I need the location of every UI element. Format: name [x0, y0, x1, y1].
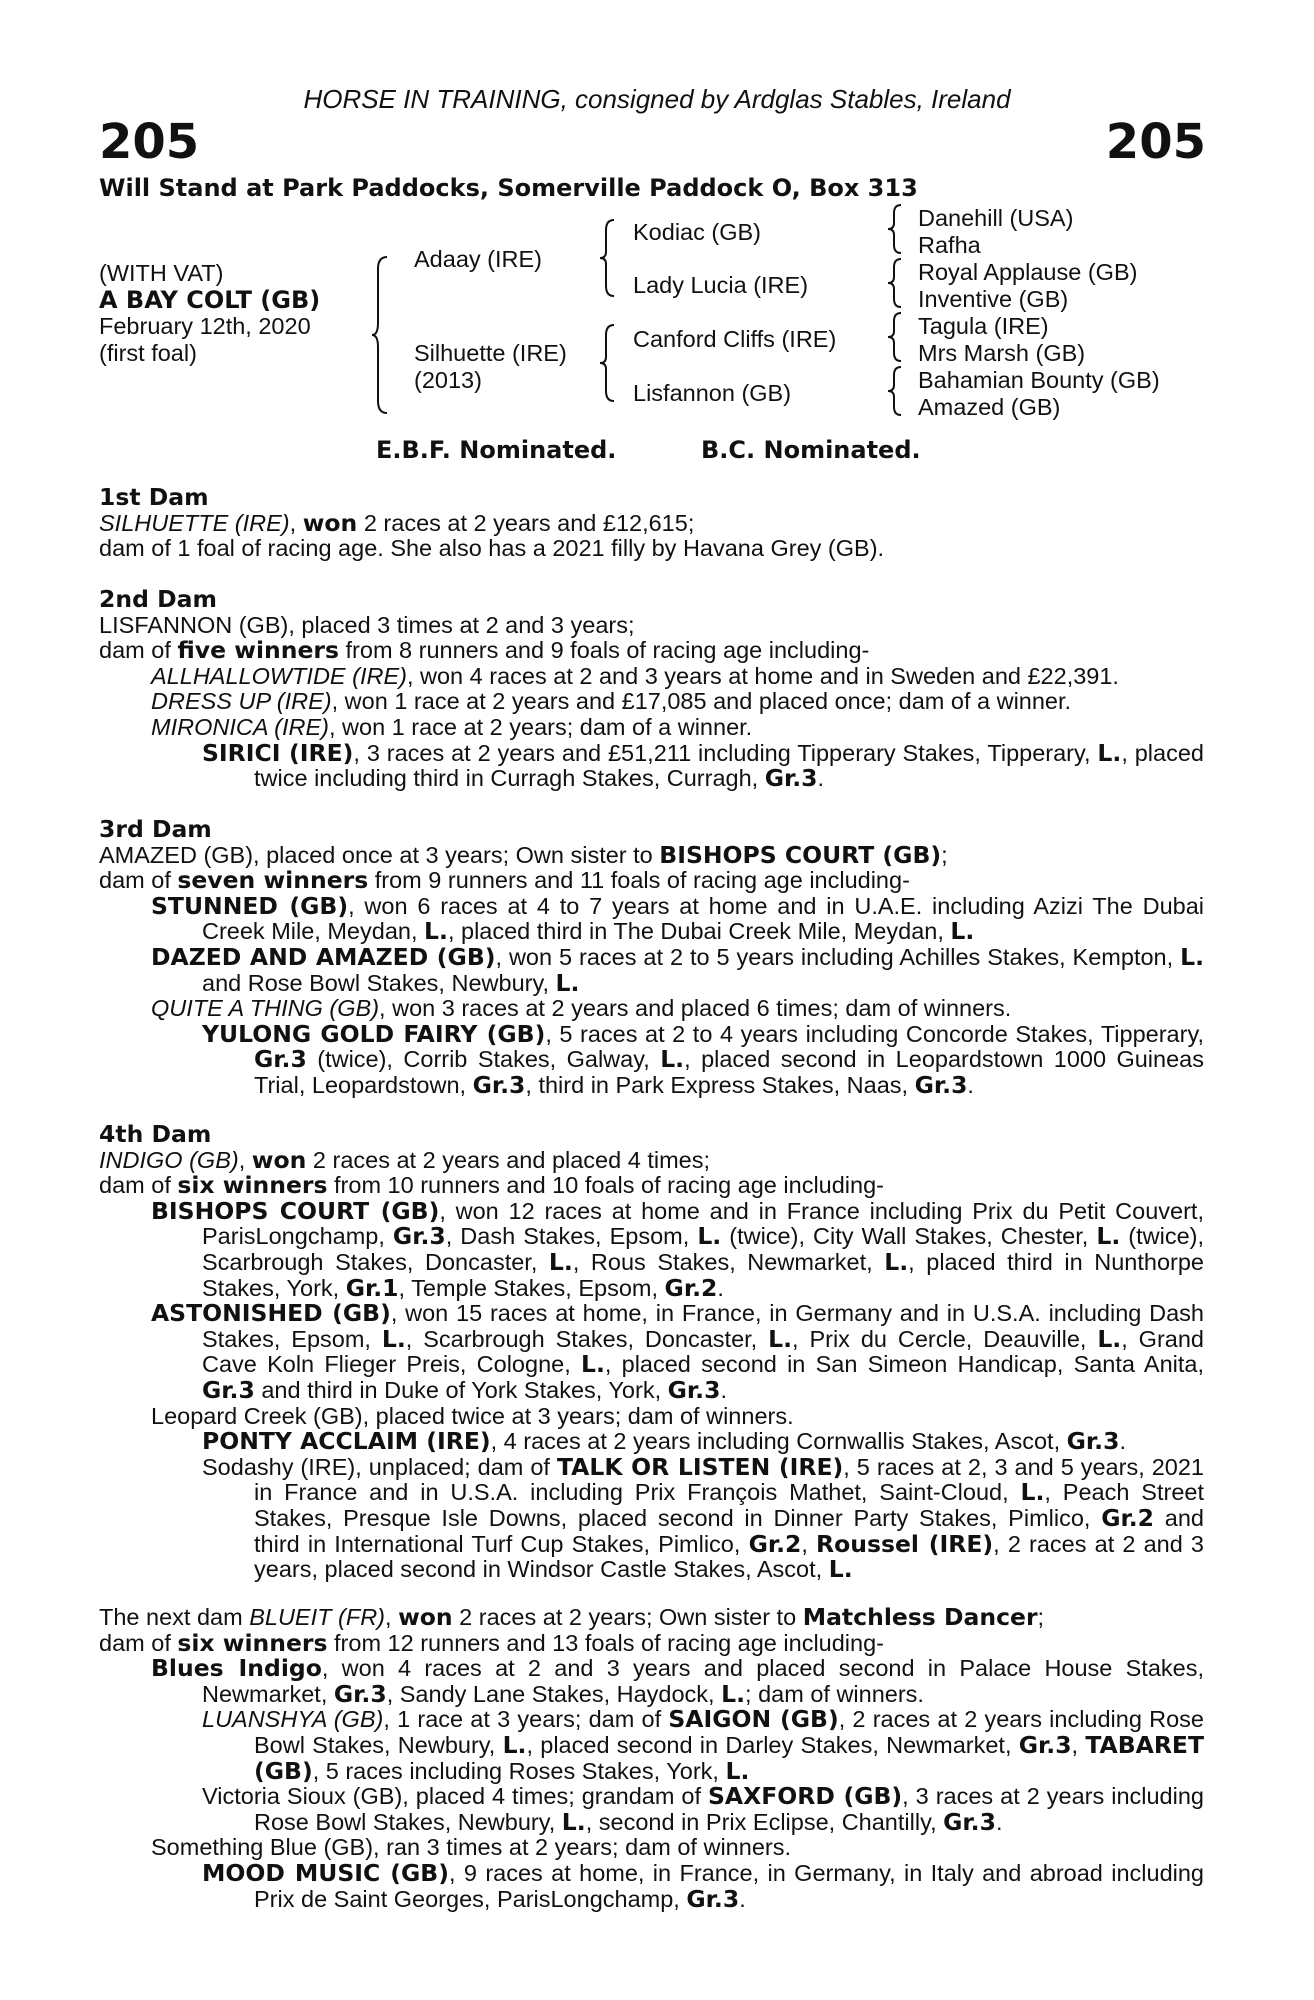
first-dam-section	[99, 485, 1204, 562]
g-sss: Danehill (USA)	[918, 205, 1074, 231]
third-dam-heading: 3rd Dam	[99, 815, 212, 843]
fourth-dam-section	[99, 1122, 1204, 1583]
sire-name: Adaay (IRE)	[414, 246, 542, 272]
third-dam-section	[99, 817, 1204, 1099]
g-dds: Bahamian Bounty (GB)	[918, 367, 1160, 393]
next-dam-section	[99, 1605, 1204, 1912]
progeny-entry: MIRONICA (IRE), won 1 race at 2 years; dam of a winner.	[151, 713, 753, 740]
progeny-entry: Something Blue (GB), ran 3 times at 2 years; dam of winners.	[151, 1834, 791, 1861]
bracket-main	[370, 255, 390, 415]
bracket-dam	[598, 323, 618, 403]
g-dsd: Mrs Marsh (GB)	[918, 340, 1086, 366]
first-dam-heading: 1st Dam	[99, 483, 209, 511]
progeny-entry: Victoria Sioux (GB), placed 4 times; grandam of SAXFORD (GB), 3 races at 2 years including Rose Bowl Stakes, Newbury, L., second in Prix Eclipse, Chantilly, Gr.3.	[202, 1782, 1204, 1836]
dam-name: Silhuette (IRE)	[414, 340, 567, 366]
bc-nomination: B.C. Nominated.	[701, 436, 921, 464]
horse-name: A BAY COLT (GB)	[99, 286, 321, 314]
dam-line: dam of six winners from 12 runners and 13 foals of racing age including-	[99, 1628, 884, 1657]
bracket-sire	[598, 218, 618, 298]
g-sdd: Inventive (GB)	[918, 286, 1069, 312]
dam-dam: Lisfannon (GB)	[633, 380, 792, 406]
sire-dam: Lady Lucia (IRE)	[633, 272, 809, 298]
dam-line: SILHUETTE (IRE), won 2 races at 2 years and £12,615;	[99, 508, 695, 537]
progeny-entry: Blues Indigo, won 4 races at 2 and 3 years and placed second in Palace House Stakes, Newmarket, Gr.3, Sandy Lane Stakes, Haydock, L.; dam of winners.	[151, 1654, 1205, 1708]
progeny-entry: Sodashy (IRE), unplaced; dam of TALK OR LISTEN (IRE), 5 races at 2, 3 and 5 years, 2021 in France and in U.S.A. including Prix François Mathet, Saint-Cloud, L., Peach Street Stakes, Presque Isle Downs, placed second in Dinner Party Stakes, Pimlico, Gr.2 and third in International Turf Cup Stakes, Pimlico, Gr.2, Roussel (IRE), 2 races at 2 and 3 years, placed second in Windsor Castle Stakes, Ascot, L.	[202, 1452, 1205, 1584]
bracket-ss	[886, 203, 906, 255]
stand-location: Will Stand at Park Paddocks, Somerville Paddock O, Box 313	[99, 174, 918, 202]
g-ssd: Rafha	[918, 232, 981, 258]
progeny-entry: BISHOPS COURT (GB), won 12 races at home and in France including Prix du Petit Couvert, ParisLongchamp, Gr.3, Dash Stakes, Epsom, L. (twice), City Wall Stakes, Chester, L. (twice), Scarbrough Stakes, Doncaster, L., Rous Stakes, Newmarket, L., placed third in Nunthorpe Stakes, York, Gr.1, Temple Stakes, Epsom, Gr.2.	[151, 1196, 1205, 1302]
vat-note: (WITH VAT)	[99, 260, 224, 286]
progeny-entry: Leopard Creek (GB), placed twice at 3 years; dam of winners.	[151, 1402, 794, 1429]
dam-line: LISFANNON (GB), placed 3 times at 2 and 3 years;	[99, 611, 635, 638]
second-dam-heading: 2nd Dam	[99, 585, 217, 613]
g-sds: Royal Applause (GB)	[918, 259, 1138, 285]
progeny-entry: QUITE A THING (GB), won 3 races at 2 years and placed 6 times; dam of winners.	[151, 995, 1012, 1022]
dam-line: INDIGO (GB), won 2 races at 2 years and placed 4 times;	[99, 1145, 710, 1174]
progeny-entry: SIRICI (IRE), 3 races at 2 years and £51,211 including Tipperary Stakes, Tipperary, L., placed twice including third in Curragh Stakes, Curragh, Gr.3.	[202, 738, 1204, 793]
foal-note: (first foal)	[99, 340, 197, 366]
dam-line: dam of six winners from 10 runners and 10 foals of racing age including-	[99, 1171, 884, 1200]
bracket-ds	[886, 311, 906, 363]
progeny-entry: ASTONISHED (GB), won 15 races at home, in France, in Germany and in U.S.A. including Dash Stakes, Epsom, L., Scarbrough Stakes, Doncaster, L., Prix du Cercle, Deauville, L., Grand Cave Koln Flieger Preis, Cologne, L., placed second in San Simeon Handicap, Santa Anita, Gr.3 and third in Duke of York Stakes, York, Gr.3.	[151, 1299, 1204, 1404]
foaling-date: February 12th, 2020	[99, 313, 311, 339]
dam-line: dam of five winners from 8 runners and 9 foals of racing age including-	[99, 636, 870, 665]
dam-line: AMAZED (GB), placed once at 3 years; Own sister to BISHOPS COURT (GB);	[99, 840, 948, 869]
bracket-sd	[886, 257, 906, 309]
page-header: HORSE IN TRAINING, consigned by Ardglas Stables, Ireland	[303, 84, 1011, 114]
progeny-entry: LUANSHYA (GB), 1 race at 3 years; dam of SAIGON (GB), 2 races at 2 years including Rose Bowl Stakes, Newbury, L., placed second in Darley Stakes, Newmarket, Gr.3, TABARET (GB), 5 races including Roses Stakes, York, L.	[202, 1705, 1204, 1785]
bracket-dd	[886, 365, 906, 417]
progeny-entry: MOOD MUSIC (GB), 9 races at home, in France, in Germany, in Italy and abroad including Prix de Saint Georges, ParisLongchamp, Gr.3.	[202, 1858, 1204, 1913]
progeny-entry: YULONG GOLD FAIRY (GB), 5 races at 2 to 4 years including Concorde Stakes, Tipperary, Gr.3 (twice), Corrib Stakes, Galway, L., placed second in Leopardstown 1000 Guineas Trial, Leopardstown, Gr.3, third in Park Express Stakes, Naas, Gr.3.	[202, 1019, 1204, 1099]
lot-number-left: 205	[99, 114, 200, 170]
dam-line: dam of seven winners from 9 runners and 11 foals of racing age including-	[99, 866, 910, 895]
progeny-entry: STUNNED (GB), won 6 races at 4 to 7 years at home and in U.A.E. including Azizi The Dubai Creek Mile, Meydan, L., placed third in The Dubai Creek Mile, Meydan, L.	[151, 891, 1205, 946]
sire-sire: Kodiac (GB)	[633, 219, 761, 245]
dam-year: (2013)	[414, 367, 482, 393]
fourth-dam-heading: 4th Dam	[99, 1120, 212, 1148]
g-ddd: Amazed (GB)	[918, 394, 1061, 420]
progeny-entry: PONTY ACCLAIM (IRE), 4 races at 2 years including Cornwallis Stakes, Ascot, Gr.3.	[202, 1427, 1126, 1456]
dam-line: dam of 1 foal of racing age. She also has a 2021 filly by Havana Grey (GB).	[99, 535, 885, 562]
dam-sire: Canford Cliffs (IRE)	[633, 326, 837, 352]
progeny-entry: ALLHALLOWTIDE (IRE), won 4 races at 2 and 3 years at home and in Sweden and £22,391.	[151, 662, 1119, 689]
progeny-entry: DRESS UP (IRE), won 1 race at 2 years and £17,085 and placed once; dam of a winner.	[151, 688, 1072, 715]
ebf-nomination: E.B.F. Nominated.	[376, 436, 617, 464]
progeny-entry: DAZED AND AMAZED (GB), won 5 races at 2 to 5 years including Achilles Stakes, Kempton, L. and Rose Bowl Stakes, Newbury, L.	[151, 942, 1204, 997]
lot-number-right: 205	[1105, 114, 1206, 170]
second-dam-section	[99, 587, 1204, 792]
dam-line: The next dam BLUEIT (FR), won 2 races at 2 years; Own sister to Matchless Dancer;	[99, 1603, 1045, 1631]
g-dss: Tagula (IRE)	[918, 313, 1049, 339]
